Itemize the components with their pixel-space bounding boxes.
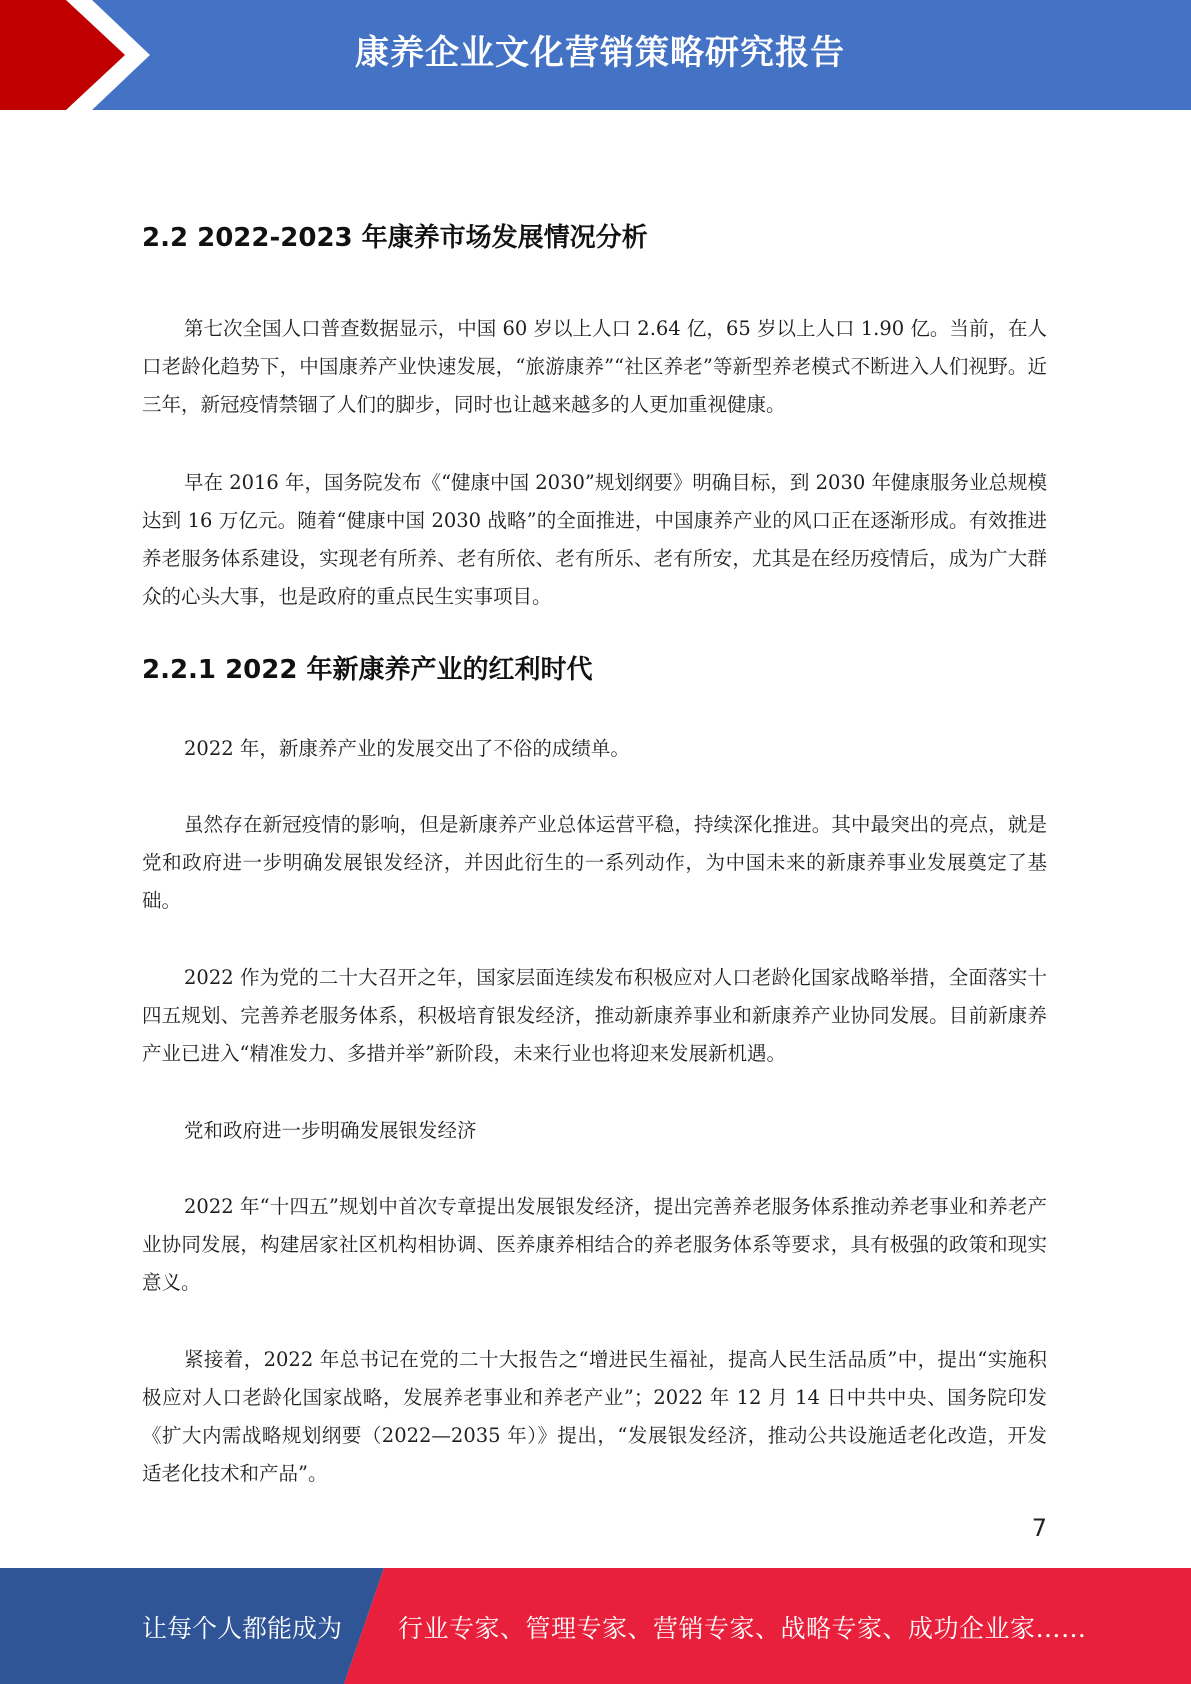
paragraph-2: 早在 2016 年，国务院发布《“健康中国 2030”规划纲要》明确目标，到 2030 年健康服务业总规模达到 16 万亿元。随着“健康中国 2030 战略”的全面推进，中国康养产业的风口正在逐渐形成。有效推进养老服务体系建设，实现老有所养、老有所依、老有所乐、老有所安，尤其是在经历疫情后，成为广大群众的心头大事，也是政府的重点民生实事项目。 [142,471,1047,608]
footer-slogan-left: 让每个人都能成为 [142,1614,343,1643]
report-title: 康养企业文化营销策略研究报告 [355,33,845,73]
footer-band [0,1568,1191,1684]
page-number: 7 [1031,1514,1047,1542]
paragraph-7: 2022 年“十四五”规划中首次专章提出发展银发经济，提出完善养老服务体系推动养老事业和养老产业协同发展，构建居家社区机构相协调、医养康养相结合的养老服务体系等要求，具有极强的政策和现实意义。 [142,1195,1047,1294]
section-heading-2-2: 2.2 2022-2023 年康养市场发展情况分析 [142,223,648,253]
paragraph-4: 虽然存在新冠疫情的影响，但是新康养产业总体运营平稳，持续深化推进。其中最突出的亮点，就是党和政府进一步明确发展银发经济，并因此衍生的一系列动作，为中国未来的新康养事业发展奠定了基础。 [142,813,1047,912]
paragraph-1: 第七次全国人口普查数据显示，中国 60 岁以上人口 2.64 亿，65 岁以上人口 1.90 亿。当前，在人口老龄化趋势下，中国康养产业快速发展，“旅游康养”“社区养老”等新型养老模式不断进入人们视野。近三年，新冠疫情禁锢了人们的脚步，同时也让越来越多的人更加重视健康。 [142,317,1047,416]
footer-slogan-right: 行业专家、管理专家、营销专家、战略专家、成功企业家…… [398,1614,1087,1643]
paragraph-8: 紧接着，2022 年总书记在党的二十大报告之“增进民生福祉，提高人民生活品质”中，提出“实施积极应对人口老龄化国家战略，发展养老事业和养老产业”；2022 年 12 月 14 日中共中央、国务院印发《扩大内需战略规划纲要（2022—2035 年）》提出，“发展银发经济，推动公共设施适老化改造，开发适老化技术和产品”。 [142,1348,1047,1485]
paragraph-6: 党和政府进一步明确发展银发经济 [184,1119,477,1142]
section-heading-2-2-1: 2.2.1 2022 年新康养产业的红利时代 [142,655,593,685]
paragraph-5: 2022 作为党的二十大召开之年，国家层面连续发布积极应对人口老龄化国家战略举措，全面落实十四五规划、完善养老服务体系，积极培育银发经济，推动新康养事业和新康养产业协同发展。目前新康养产业已进入“精准发力、多措并举”新阶段，未来行业也将迎来发展新机遇。 [142,966,1047,1065]
header-band [0,0,1191,110]
paragraph-3: 2022 年，新康养产业的发展交出了不俗的成绩单。 [184,737,630,760]
